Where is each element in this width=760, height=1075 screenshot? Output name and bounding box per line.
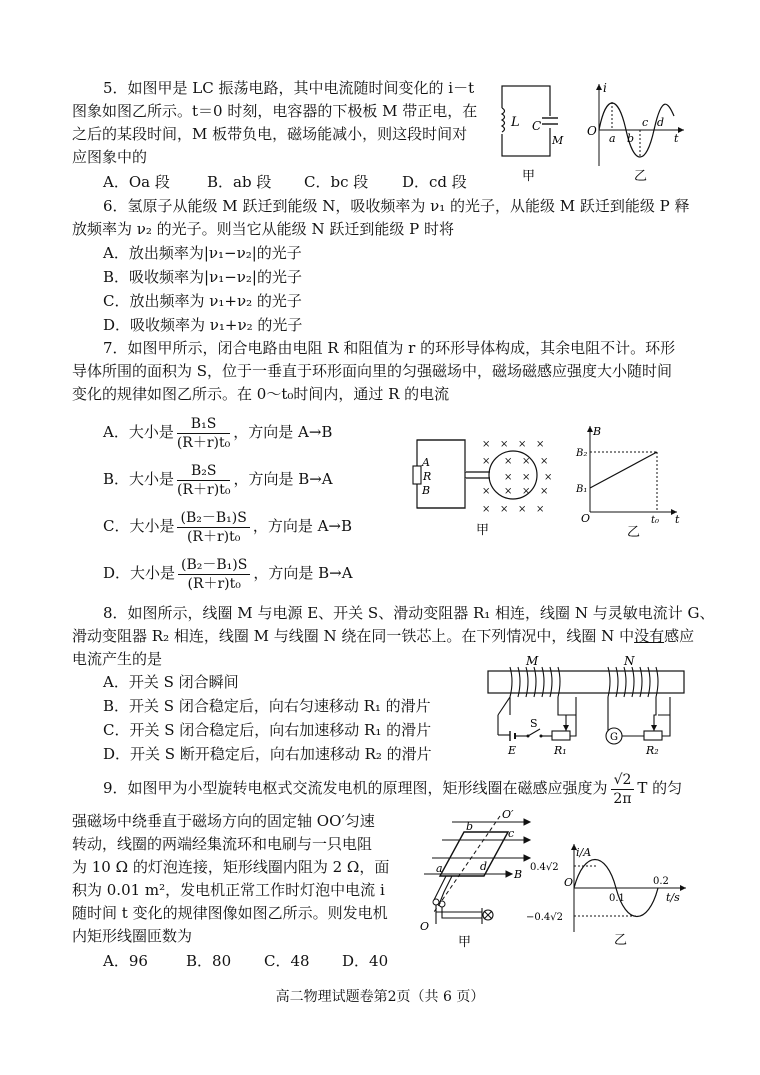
page-footer: 高二物理试题卷第2页（共 6 页） (275, 989, 485, 1005)
q9-label-a: a (436, 862, 443, 875)
q9-label-O-prime: O′ (502, 808, 514, 821)
q7-option-d-den: (R＋r)t₀ (187, 575, 241, 592)
q9-axis-i: i/A (576, 846, 592, 859)
q9-axis-t: t/s (666, 891, 680, 904)
q7-caption-right: 乙 (627, 525, 641, 540)
q8-label-S: S (530, 717, 538, 730)
q9-tick-02: 0.2 (653, 876, 669, 887)
q8-label-G: G (610, 732, 618, 743)
q9-line1-text: 9．如图甲为小型旋转电枢式交流发电机的原理图，矩形线圈在磁感应强度为 (103, 779, 608, 797)
q9-line3: 转动，线圈的两端经集流环和电刷与一只电阻 (72, 835, 373, 853)
svg-text:×: × (522, 472, 531, 483)
q9-line1-den: 2π (613, 790, 632, 807)
q5-label-M: M (552, 134, 564, 147)
q9-label-b: b (466, 820, 474, 833)
svg-text:×: × (518, 439, 527, 450)
q9-caption-left: 甲 (458, 935, 472, 950)
q8-line3: 电流产生的是 (72, 650, 163, 668)
q6-line2: 放频率为 ν₂ 的光子。则当它从能级 N 跃迁到能级 P 时将 (72, 220, 454, 238)
q8-transformer-diagram (484, 655, 692, 761)
q5-line1: 5．如图甲是 LC 振荡电路，其中电流随时间变化的 i－t (103, 79, 475, 97)
q9-label-c: c (508, 827, 515, 840)
q8-label-E: E (508, 744, 517, 757)
q7-option-b-num: B₂S (177, 462, 230, 481)
svg-text:×: × (482, 456, 491, 467)
q5-point-d: d (657, 116, 665, 129)
q9-line5: 积为 0.01 m²，发电机正常工作时灯泡中电流 i (72, 881, 385, 899)
q7-option-c-den: (R＋r)t₀ (186, 528, 241, 545)
q7-label-B: B (422, 484, 431, 497)
q7-label-R: R (423, 470, 432, 483)
q9-line1-end: T 的匀 (637, 779, 683, 797)
q9-line4: 为 10 Ω 的灯泡连接，矩形线圈内阻为 2 Ω，面 (72, 858, 390, 876)
q7-option-b-den: (R＋r)t₀ (177, 481, 231, 498)
q8-option-c: C．开关 S 闭合稳定后，向右加速移动 R₁ 的滑片 (103, 721, 432, 739)
q7-option-a-den: (R＋r)t₀ (176, 434, 231, 451)
q7-line1: 7．如图甲所示，闭合电路由电阻 R 和阻值为 r 的环形导体构成，其余电阻不计。环形 (103, 339, 676, 357)
q5-label-L: L (511, 115, 520, 130)
svg-text:×: × (482, 486, 491, 497)
q9-label-O: O (420, 920, 430, 933)
q9-line1 (103, 768, 682, 808)
q7-origin: O (581, 512, 591, 525)
q9-line7: 内矩形线圈匝数为 (72, 927, 193, 945)
q7-option-c-dir: ，方向是 A→B (252, 517, 353, 535)
q8-label-N: N (624, 654, 635, 668)
q7-label-t0: t₀ (651, 515, 660, 526)
q9-label-d: d (480, 860, 488, 873)
svg-text:×: × (540, 486, 549, 497)
svg-text:×: × (500, 504, 509, 515)
q7-ring-circuit-diagram (410, 432, 560, 542)
q8-label-M: M (526, 654, 539, 668)
q7-option-a-dir: ，方向是 A→B (233, 423, 333, 441)
q7-option-d (103, 553, 353, 593)
svg-text:×: × (482, 504, 491, 515)
q7-label-B1: B₁ (576, 484, 588, 495)
q6-option-b: B．吸收频率为|ν₁−ν₂|的光子 (103, 268, 302, 286)
q7-option-c (103, 506, 352, 546)
q6-line1: 6．氢原子从能级 M 跃迁到能级 N，吸收频率为 ν₁ 的光子，从能级 M 跃迁到能级 P 释 (103, 197, 690, 215)
q7-option-b (103, 459, 333, 499)
svg-text:×: × (544, 472, 553, 483)
q6-option-a: A．放出频率为|ν₁−ν₂|的光子 (103, 244, 302, 262)
q6-option-c: C．放出频率为 ν₁+ν₂ 的光子 (103, 292, 302, 310)
q5-it-graph (582, 80, 692, 190)
q7-caption-left: 甲 (476, 523, 490, 538)
q5-option-c: C．bc 段 (304, 173, 369, 191)
q8-label-R1: R₁ (554, 744, 567, 757)
q5-origin: O (587, 124, 597, 138)
q8-option-a: A．开关 S 闭合瞬间 (103, 673, 239, 691)
svg-text:×: × (504, 456, 513, 467)
q9-tick-01: 0.1 (609, 893, 625, 904)
svg-text:×: × (482, 439, 491, 450)
q7-axis-B: B (593, 425, 602, 438)
q5-lc-circuit-diagram (498, 80, 564, 190)
q5-axis-i: i (603, 81, 607, 95)
svg-text:×: × (522, 456, 531, 467)
q7-option-d-label: D．大小是 (103, 564, 176, 582)
q5-line3: 之后的某段时间，M 板带负电，磁场能减小，则这段时间对 (72, 125, 468, 143)
q9-line6: 随时间 t 变化的规律图像如图乙所示。则发电机 (72, 904, 388, 922)
q8-option-b: B．开关 S 闭合稳定后，向右匀速移动 R₁ 的滑片 (103, 697, 431, 715)
svg-text:×: × (504, 486, 513, 497)
q9-it-graph (526, 840, 694, 948)
q5-line4: 应图象中的 (72, 148, 148, 166)
q8-line2-end: 感应 (664, 627, 695, 645)
q8-label-R2: R₂ (646, 744, 659, 757)
q5-point-b: b (627, 132, 635, 145)
q9-option-d: D．40 (342, 952, 389, 970)
q5-point-a: a (609, 132, 616, 145)
q8-line2 (72, 626, 694, 646)
q6-option-d: D．吸收频率为 ν₁+ν₂ 的光子 (103, 316, 303, 334)
q5-axis-t: t (674, 132, 679, 145)
q9-caption-right: 乙 (614, 933, 628, 948)
q8-line2-text: 滑动变阻器 R₂ 相连，线圈 M 与线圈 N 绕在同一铁芯上。在下列情况中，线圈 N 中 (72, 627, 635, 645)
q9-generator-diagram (412, 808, 532, 950)
q7-label-A: A (422, 456, 430, 469)
q9-option-b: B．80 (186, 952, 232, 970)
q5-line2: 图象如图乙所示。t＝0 时刻，电容器的下极板 M 带正电，在 (72, 102, 478, 120)
q7-option-a-label: A．大小是 (103, 423, 174, 441)
q7-option-a-num: B₁S (177, 415, 230, 434)
q7-option-b-dir: ，方向是 B→A (233, 470, 333, 488)
q8-line1: 8．如图所示，线圈 M 与电源 E、开关 S、滑动变阻器 R₁ 相连，线圈 N 与灵敏电流计 G、 (103, 604, 715, 622)
q7-option-d-num: (B₂－B₁)S (178, 556, 250, 575)
q5-caption-right: 乙 (634, 169, 648, 184)
q7-line3: 变化的规律如图乙所示。在 0～t₀时间内，通过 R 的电流 (72, 385, 450, 403)
q9-y-top: 0.4√2 (530, 862, 559, 873)
q7-axis-t: t (675, 513, 680, 526)
q9-origin: O (564, 876, 574, 889)
q7-option-b-label: B．大小是 (103, 470, 175, 488)
svg-text:×: × (540, 456, 549, 467)
svg-text:×: × (518, 504, 527, 515)
svg-text:×: × (500, 439, 509, 450)
q7-line2: 导体所围的面积为 S，位于一垂直于环形面向里的匀强磁场中，磁场磁感应强度大小随时间 (72, 362, 673, 380)
q5-point-c: c (642, 116, 649, 129)
q9-label-B: B (514, 868, 523, 881)
q7-label-B2: B₂ (576, 448, 588, 459)
q7-option-c-num: (B₂－B₁)S (177, 509, 249, 528)
q9-y-bottom: −0.4√2 (526, 912, 564, 923)
svg-text:×: × (536, 504, 545, 515)
q7-bt-graph (575, 422, 685, 540)
q8-line2-emphasis: 没有 (634, 627, 665, 645)
q9-line2: 强磁场中绕垂直于磁场方向的固定轴 OO′匀速 (72, 812, 375, 830)
q7-option-c-label: C．大小是 (103, 517, 175, 535)
q7-option-a (103, 412, 332, 452)
q5-option-b: B．ab 段 (207, 173, 272, 191)
svg-text:×: × (504, 472, 513, 483)
svg-text:×: × (536, 439, 545, 450)
q7-option-d-dir: ，方向是 B→A (253, 564, 353, 582)
svg-text:×: × (522, 486, 531, 497)
q5-option-a: A．Oa 段 (103, 173, 170, 191)
q5-label-C: C (532, 119, 542, 133)
q9-line1-num: √2 (611, 771, 635, 790)
q9-option-c: C．48 (264, 952, 310, 970)
q5-caption-left: 甲 (522, 169, 536, 184)
q5-option-d: D．cd 段 (402, 173, 467, 191)
q8-option-d: D．开关 S 断开稳定后，向右加速移动 R₂ 的滑片 (103, 745, 432, 763)
q9-option-a: A．96 (103, 952, 148, 970)
